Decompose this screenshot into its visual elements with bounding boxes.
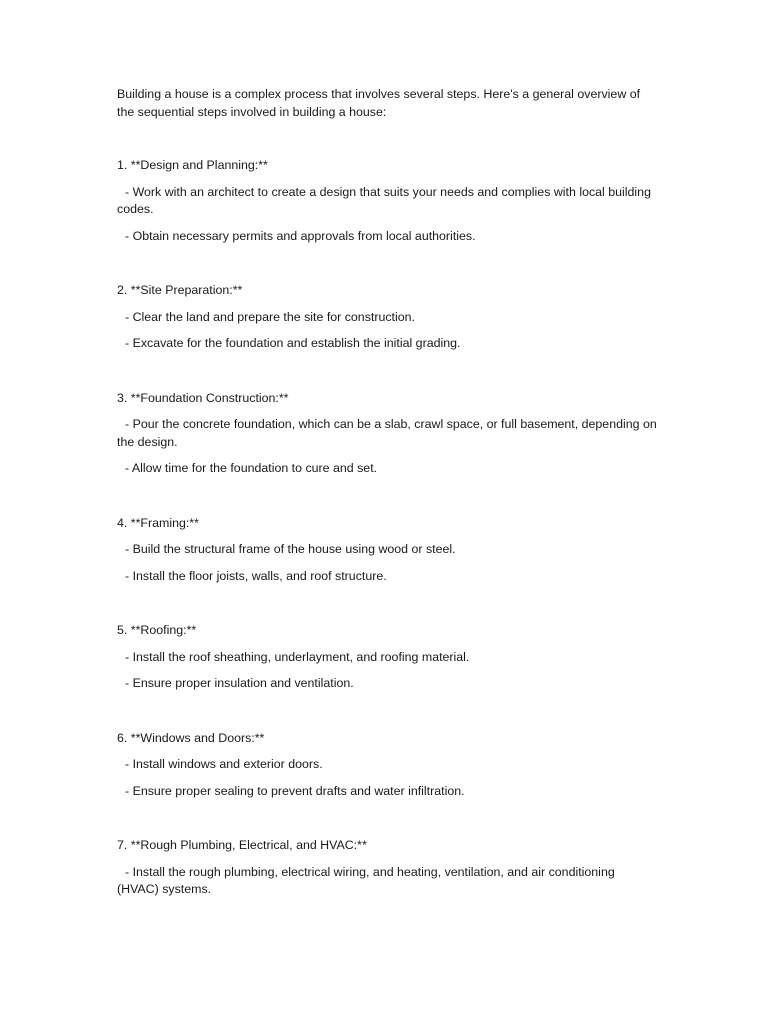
step-bullet: - Obtain necessary permits and approvals from local authorities.	[125, 228, 476, 243]
step-bullet: - Install the roof sheathing, underlayment, and roofing material.	[125, 649, 470, 664]
step-bullet: - Install windows and exterior doors.	[125, 757, 323, 771]
step-heading: 4. **Framing:**	[117, 515, 199, 530]
step-bullet: - Excavate for the foundation and establish the initial grading.	[125, 336, 461, 350]
step-windows-doors	[117, 730, 657, 801]
step-site-preparation	[117, 282, 657, 353]
step-heading: 1. **Design and Planning:**	[117, 158, 268, 172]
step-heading: 2. **Site Preparation:**	[117, 283, 243, 297]
step-bullet: - Install the rough plumbing, electrical wiring, and heating, ventilation, and air conditioning (HVAC) systems.	[117, 864, 615, 896]
step-bullet: - Work with an architect to create a design that suits your needs and complies with local building codes.	[117, 184, 651, 216]
step-rough-plumbing-electrical-hvac	[117, 837, 657, 899]
step-heading: 6. **Windows and Doors:**	[117, 730, 265, 745]
step-bullet: - Install the floor joists, walls, and roof structure.	[125, 568, 387, 583]
step-bullet: - Clear the land and prepare the site for construction.	[125, 309, 415, 324]
step-bullet: - Ensure proper insulation and ventilation.	[125, 676, 354, 690]
step-roofing	[117, 622, 657, 693]
intro-paragraph: Building a house is a complex process that involves several steps. Here's a general overview of the sequential steps involved in building a house:	[117, 87, 641, 119]
step-heading: 3. **Foundation Construction:**	[117, 390, 289, 405]
document-page	[117, 86, 657, 936]
step-framing	[117, 515, 657, 586]
step-foundation-construction	[117, 390, 657, 478]
step-bullet: - Build the structural frame of the house using wood or steel.	[125, 542, 456, 556]
step-bullet: - Pour the concrete foundation, which can be a slab, crawl space, or full basement, depending on the design.	[117, 417, 657, 449]
step-heading: 7. **Rough Plumbing, Electrical, and HVAC:**	[117, 838, 367, 852]
step-bullet: - Ensure proper sealing to prevent drafts and water infiltration.	[125, 783, 465, 798]
step-heading: 5. **Roofing:**	[117, 623, 197, 637]
step-design-planning	[117, 157, 657, 245]
step-bullet: - Allow time for the foundation to cure and set.	[125, 461, 378, 475]
